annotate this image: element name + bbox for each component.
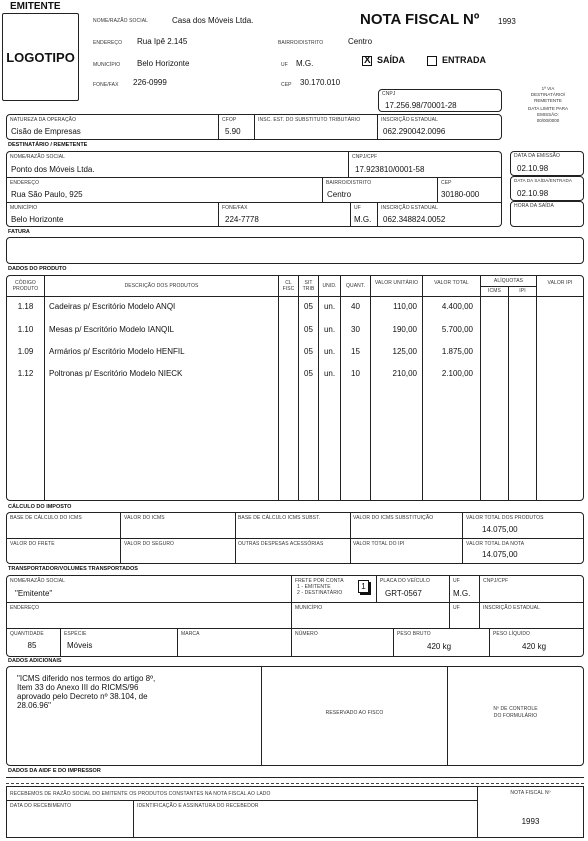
data-saida-value: 02.10.98: [517, 189, 549, 198]
cfop-label: CFOP: [222, 117, 237, 123]
row-2-sit: 05: [304, 347, 313, 356]
row-0-codigo: 1.18: [17, 302, 34, 311]
saida-checkbox[interactable]: [362, 56, 372, 66]
row-1-sit: 05: [304, 325, 313, 334]
dest-nome-value: Ponto dos Móveis Ltda.: [11, 165, 95, 174]
destinatario-box: [6, 151, 502, 227]
especie-label: ESPÉCIE: [64, 631, 87, 637]
base-icms-label: BASE DE CÁLCULO DO ICMS: [10, 515, 82, 521]
cnpj-box: [378, 89, 502, 112]
data-emissao-label: DATA DA EMISSÃO: [514, 153, 561, 159]
transp-uf-value: M.G.: [453, 589, 471, 598]
fatura-section: FATURA: [8, 229, 30, 235]
dest-cep-value: 30180-000: [441, 190, 480, 199]
row-3-unid: un.: [323, 369, 336, 378]
row-0-sit: 05: [304, 302, 313, 311]
hdr-quant: QUANT.: [346, 283, 365, 289]
via-line-1: 1ª VIA: [541, 86, 555, 91]
valor-icms-label: VALOR DO ICMS: [124, 515, 165, 521]
hdr-valor-total: VALOR TOTAL: [434, 280, 469, 286]
via-line-3: REMETENTE: [534, 98, 562, 103]
razao-value: Casa dos Móveis Ltda.: [172, 16, 254, 25]
dest-bairro-value: Centro: [327, 190, 352, 199]
hora-saida-box: [510, 201, 584, 227]
row-1-quant: 30: [351, 325, 360, 334]
dest-uf-value: M.G.: [354, 215, 372, 224]
fone-label: FONE/FAX: [93, 82, 119, 88]
dest-endereco-label: ENDEREÇO: [10, 180, 40, 186]
valor-produtos-label: VALOR TOTAL DOS PRODUTOS: [466, 515, 544, 521]
ie-label: INSCRIÇÃO ESTADUAL: [381, 117, 438, 123]
municipio-value: Belo Horizonte: [137, 59, 190, 68]
dest-ie-label: INSCRIÇÃO ESTADUAL: [381, 205, 438, 211]
adicionais-line-4: 28.06.96": [17, 701, 51, 710]
ipi-total-label: VALOR TOTAL DO IPI: [353, 541, 405, 547]
reservado-fisco: RESERVADO AO FISCO: [325, 710, 384, 716]
row-2-quant: 15: [351, 347, 360, 356]
frete-value: 1: [361, 582, 366, 591]
emitente-label: EMITENTE: [10, 1, 61, 12]
identificacao-label: IDENTIFICAÇÃO E ASSINATURA DO RECEBEDOR: [137, 803, 259, 809]
transportador-section: TRANSPORTADOR/VOLUMES TRANSPORTADOS: [8, 566, 138, 572]
numero-label: NÚMERO: [295, 631, 318, 637]
endereco-value: Rua Ipê 2.145: [137, 37, 188, 46]
outras-label: OUTRAS DESPESAS ACESSÓRIAS: [238, 541, 324, 547]
canhoto-box: [6, 786, 584, 838]
peso-liq-label: PESO LÍQUIDO: [493, 631, 531, 637]
dest-ie-value: 062.348824.0052: [383, 215, 446, 224]
via-line-5: EMISSÃO:: [537, 112, 559, 117]
via-line-6: 00/00/0000: [536, 118, 560, 123]
frete-opt1: 1 - EMITENTE: [297, 584, 331, 590]
cnpj-label: CNPJ: [382, 91, 396, 97]
hdr-descricao: DESCRIÇÃO DOS PRODUTOS: [124, 283, 199, 289]
transportador-box: [6, 575, 584, 657]
dest-endereco-value: Rua São Paulo, 925: [11, 190, 83, 199]
row-3-sit: 05: [304, 369, 313, 378]
cep-value: 30.170.010: [300, 78, 341, 87]
adicionais-line-1: "ICMS diferido nos termos do artigo 8º,: [17, 674, 156, 683]
frete-conta-label: FRETE POR CONTA: [295, 578, 344, 584]
adicionais-line-3: aprovado pelo Decreto nº 38.104, de: [17, 692, 148, 701]
dest-cep-label: CEP: [441, 180, 452, 186]
impressor-line: [6, 777, 584, 778]
transp-ie-label: INSCRIÇÃO ESTADUAL: [483, 605, 540, 611]
transp-endereco-label: ENDEREÇO: [10, 605, 40, 611]
nf-number: 1993: [498, 17, 516, 26]
transp-uf-label: UF: [453, 578, 460, 584]
via-info: [512, 86, 584, 124]
peso-liq-value: 420 kg: [522, 642, 547, 651]
dest-fone-value: 224-7778: [225, 215, 259, 224]
quant-value: 85: [27, 641, 37, 650]
row-2-unit: 125,00: [392, 347, 417, 356]
cfop-value: 5.90: [225, 127, 241, 136]
logo-text: LOGOTIPO: [6, 50, 75, 65]
canhoto-text: RECEBEMOS DE RAZÃO SOCIAL DO EMITENTE OS PRODUTOS CONSTANTES NA NOTA FISCAL AO LADO: [10, 791, 271, 797]
fone-value: 226-0999: [133, 78, 167, 87]
canhoto-nf-value: 1993: [521, 817, 540, 826]
razao-label: NOME/RAZÃO SOCIAL: [93, 18, 149, 24]
transp-municipio-label: MUNICÍPIO: [295, 605, 323, 611]
cep-label: CEP: [281, 82, 292, 88]
controle-line-2: DO FORMULÁRIO: [493, 713, 538, 719]
endereco-label: ENDEREÇO: [93, 40, 123, 46]
dest-municipio-label: MUNICÍPIO: [10, 205, 38, 211]
imposto-section: CÁLCULO DO IMPOSTO: [8, 504, 72, 510]
base-subst-label: BASE DE CÁLCULO ICMS SUBST.: [238, 515, 321, 521]
dest-cnpj-value: 17.923810/0001-58: [355, 165, 425, 174]
frete-label: VALOR DO FRETE: [10, 541, 55, 547]
row-0-descricao: Cadeiras p/ Escritório Modelo ANQI: [49, 302, 176, 311]
controle-line-1: Nº DE CONTROLE: [493, 706, 538, 712]
transp-razao-label: NOME/RAZÃO SOCIAL: [10, 578, 66, 584]
row-2-codigo: 1.09: [17, 347, 34, 356]
valor-produtos-value: 14.075,00: [482, 525, 518, 534]
placa-label: PLACA DO VEÍCULO: [380, 578, 430, 584]
ie-subst-label: INSC. EST. DO SUBSTITUTO TRIBUTÁRIO: [258, 117, 361, 123]
hdr-unid: UNID.: [322, 283, 337, 289]
data-saida-box: [510, 176, 584, 201]
hdr-valor-ipi: VALOR IPI: [547, 280, 573, 286]
impressor-section: DADOS DA AIDF E DO IMPRESSOR: [8, 768, 101, 774]
entrada-checkbox[interactable]: [427, 56, 437, 66]
fatura-box: [6, 237, 584, 264]
via-line-4: DATA LIMITE PARA: [527, 106, 568, 111]
row-2-total: 1.875,00: [441, 347, 473, 356]
natureza-label: NATUREZA DA OPERAÇÃO: [10, 117, 77, 123]
via-line-2: DESTINATÁRIO/: [530, 92, 566, 97]
row-0-unid: un.: [323, 302, 336, 311]
row-1-unit: 190,00: [392, 325, 417, 334]
quant-label: QUANTIDADE: [10, 631, 44, 637]
row-0-total: 4.400,00: [441, 302, 473, 311]
adicionais-line-2: Item 33 do Anexo III do RICMS/96: [17, 683, 139, 692]
row-2-descricao: Armários p/ Escritório Modelo HENFIL: [49, 347, 185, 356]
hdr-aliquotas: ALÍQUOTAS: [493, 278, 524, 284]
produtos-section: DADOS DO PRODUTO: [8, 266, 67, 272]
especie-value: Móveis: [67, 641, 93, 650]
cut-line: [6, 783, 584, 784]
uf-value: M.G.: [296, 59, 314, 68]
row-1-codigo: 1.10: [17, 325, 34, 334]
row-0-quant: 40: [351, 302, 360, 311]
adicionais-box: [6, 666, 584, 766]
destinatario-section: DESTINATÁRIO / REMETENTE: [8, 142, 88, 148]
row-3-total: 2.100,00: [441, 369, 473, 378]
hdr-cl-fisc: CL FISC: [282, 280, 295, 292]
data-emissao-box: [510, 151, 584, 176]
data-emissao-value: 02.10.98: [517, 164, 549, 173]
saida-check-mark: X: [364, 55, 371, 66]
dest-nome-label: NOME/RAZÃO SOCIAL: [10, 154, 66, 160]
valor-nota-value: 14.075,00: [482, 550, 518, 559]
uf-label: UF: [281, 62, 288, 68]
placa-value: GRT-0567: [385, 589, 422, 598]
marca-label: MARCA: [181, 631, 200, 637]
dest-bairro-label: BAIRRO/DISTRITO: [326, 180, 372, 186]
transp-cnpj-label: CNPJ/CPF: [483, 578, 509, 584]
hdr-ipi: IPI: [519, 288, 526, 294]
row-1-total: 5.700,00: [441, 325, 473, 334]
dest-municipio-value: Belo Horizonte: [11, 215, 64, 224]
dest-fone-label: FONE/FAX: [222, 205, 248, 211]
row-3-descricao: Poltronas p/ Escritório Modelo NIECK: [49, 369, 183, 378]
municipio-label: MUNICÍPIO: [93, 62, 121, 68]
row-3-quant: 10: [351, 369, 360, 378]
dest-cnpj-label: CNPJ/CPF: [352, 154, 378, 160]
peso-bruto-value: 420 kg: [427, 642, 452, 651]
saida-label: SAÍDA: [377, 55, 406, 65]
ie-value: 062.290042.0096: [383, 127, 446, 136]
hdr-sit-trib: SIT TRIB: [302, 280, 315, 292]
canhoto-nf-label: NOTA FISCAL Nº: [510, 790, 551, 796]
frete-value-box[interactable]: [358, 580, 369, 593]
bairro-label: BAIRRO/DISTRITO: [278, 40, 324, 46]
valor-subst-label: VALOR DO ICMS SUBSTITUIÇÃO: [353, 515, 434, 521]
adicionais-texto: [17, 674, 155, 710]
data-saida-label: DATA DA SAÍDA/ENTRADA: [514, 178, 572, 183]
peso-bruto-label: PESO BRUTO: [397, 631, 431, 637]
entrada-label: ENTRADA: [442, 55, 486, 65]
row-0-unit: 110,00: [393, 302, 417, 311]
adicionais-section: DADOS ADICIONAIS: [8, 658, 62, 664]
natureza-value: Cisão de Empresas: [11, 127, 81, 136]
natureza-row: [6, 114, 502, 140]
imposto-box: [6, 512, 584, 564]
bairro-value: Centro: [348, 37, 373, 46]
hdr-codigo: CÓDIGO PRODUTO: [12, 280, 39, 292]
row-1-descricao: Mesas p/ Escritório Modelo IANQIL: [49, 325, 174, 334]
row-3-unit: 210,00: [392, 369, 417, 378]
valor-nota-label: VALOR TOTAL DA NOTA: [466, 541, 525, 547]
hora-saida-label: HORA DA SAÍDA: [514, 203, 554, 209]
row-1-unid: un.: [323, 325, 336, 334]
row-2-unid: un.: [323, 347, 336, 356]
seguro-label: VALOR DO SEGURO: [124, 541, 175, 547]
logo-box: [2, 13, 79, 101]
row-3-codigo: 1.12: [17, 369, 34, 378]
nf-title: NOTA FISCAL Nº: [360, 11, 480, 28]
transp-razao-value: "Emitente": [15, 589, 53, 598]
frete-opt2: 2 - DESTINATÁRIO: [297, 590, 343, 596]
hdr-valor-unit: VALOR UNITÁRIO: [374, 280, 419, 286]
transp-uf2-label: UF: [453, 605, 460, 611]
cnpj-value: 17.256.98/70001-28: [385, 101, 457, 110]
data-recebimento-label: DATA DO RECEBIMENTO: [10, 803, 72, 809]
produtos-table: [6, 275, 584, 501]
hdr-icms: ICMS: [488, 288, 501, 294]
dest-uf-label: UF: [354, 205, 361, 211]
